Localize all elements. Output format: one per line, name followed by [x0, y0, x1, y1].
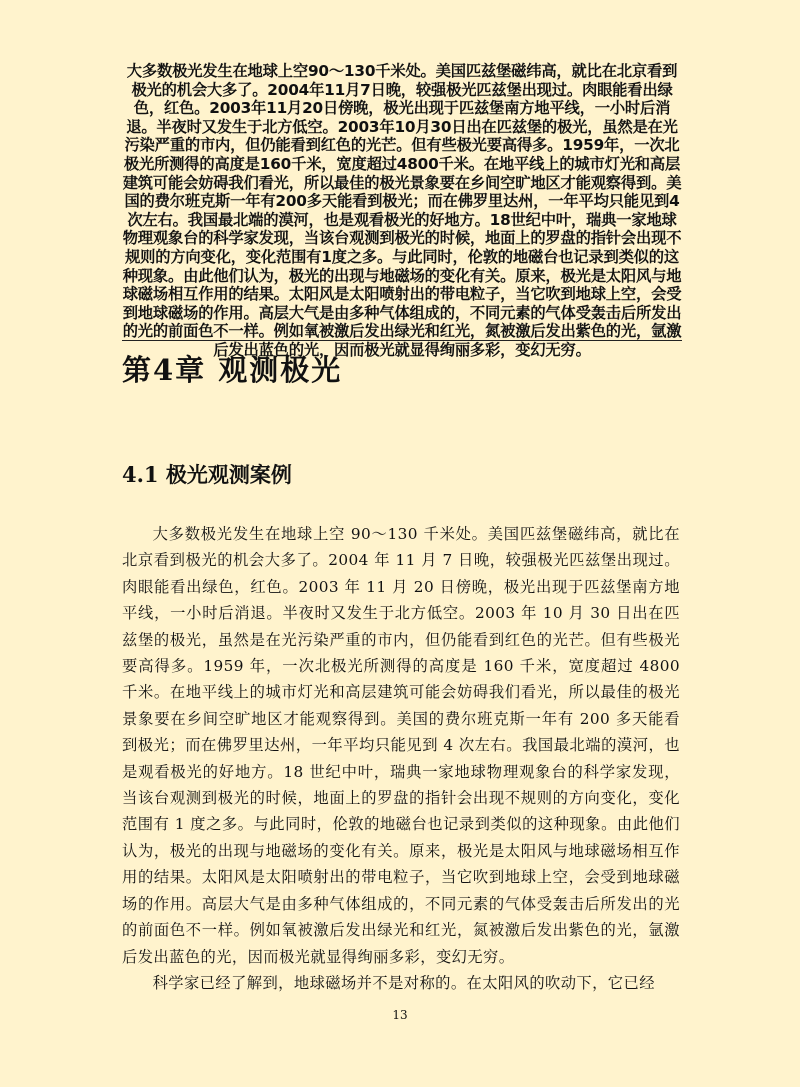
page-number: 13	[392, 1008, 408, 1022]
chapter-title: 第4章 观测极光	[122, 353, 343, 387]
section-body	[122, 521, 680, 996]
body-paragraph-2: 科学家已经了解到，地球磁场并不是对称的。在太阳风的吹动下，它已经	[152, 973, 655, 992]
body-paragraph-1: 大多数极光发生在地球上空 90～130 千米处。美国匹兹堡磁纬高，就比在北京看到极光的机会大多了。2004 年 11 月 7 日晚，较强极光匹兹堡出现过。肉眼能看出绿色，红色。2003 年 11 月 20 日傍晚，极光出现于匹兹堡南方地平线，一小时后消退。半夜时又发生于北方低空。2003 年 10 月 30 日出在匹兹堡的极光，虽然是在光污染严重的市内，但仍能看到红色的光芒。但有些极光要高得多。1959 年，一次北极光所测得的高度是 160 千米，宽度超过 4800 千米。在地平线上的城市灯光和高层建筑可能会妨碍我们看光，所以最佳的极光景象要在乡间空旷地区才能观察得到。美国的费尔班克斯一年有 200 多天能看到极光；而在佛罗里达州，一年平均只能见到 4 次左右。我国最北端的漠河，也是观看极光的好地方。18 世纪中叶，瑞典一家地球物理观象台的科学家发现，当该台观测到极光的时候，地面上的罗盘的指针会出现不规则的方向变化，变化范围有 1 度之多。与此同时，伦敦的地磁台也记录到类似的这种现象。由此他们认为，极光的出现与地磁场的变化有关。原来，极光是太阳风与地球磁场相互作用的结果。太阳风是太阳喷射出的带电粒子，当它吹到地球上空，会受到地球磁场的作用。高层大气是由多种气体组成的，不同元素的气体受轰击后所发出的光的前面色不一样。例如氧被激后发出绿光和红光，氮被激后发出紫色的光，氩激后发出蓝色的光，因而极光就显得绚丽多彩，变幻无穷。	[122, 525, 680, 966]
summary-text-block	[122, 62, 682, 360]
summary-paragraph: 大多数极光发生在地球上空90～130千米处。美国匹兹堡磁纬高，就比在北京看到极光的机会大多了。2004年11月7日晚，较强极光匹兹堡出现过。肉眼能看出绿色，红色。2003年11月20日傍晚，极光出现于匹兹堡南方地平线，一小时后消退。半夜时又发生于北方低空。2003年10月30日出在匹兹堡的极光，虽然是在光污染严重的市内，但仍能看到红色的光芒。但有些极光要高得多。1959年，一次北极光所测得的高度是160千米，宽度超过4800千米。在地平线上的城市灯光和高层建筑可能会妨碍我们看光，所以最佳的极光景象要在乡间空旷地区才能观察得到。美国的费尔班克斯一年有200多天能看到极光；而在佛罗里达州，一年平均只能见到4次左右。我国最北端的漠河，也是观看极光的好地方。18世纪中叶，瑞典一家地球物理观象台的科学家发现，当该台观测到极光的时候，地面上的罗盘的指针会出现不规则的方向变化，变化范围有1度之多。与此同时，伦敦的地磁台也记录到类似的这种现象。由此他们认为，极光的出现与地磁场的变化有关。原来，极光是太阳风与地球磁场相互作用的结果。太阳风是太阳喷射出的带电粒子，当它吹到地球上空，会受到地球磁场的作用。高层大气是由多种气体组成的，不同元素的气体受轰击后所发出的光的前面色不一样。例如氧被激后发出绿光和红光，氮被激后发出紫色的光，氩激后发出蓝色的光，因而极光就显得绚丽多彩，变幻无穷。	[122, 62, 682, 359]
header-divider	[122, 340, 682, 341]
section-title: 4.1 极光观测案例	[122, 462, 292, 487]
